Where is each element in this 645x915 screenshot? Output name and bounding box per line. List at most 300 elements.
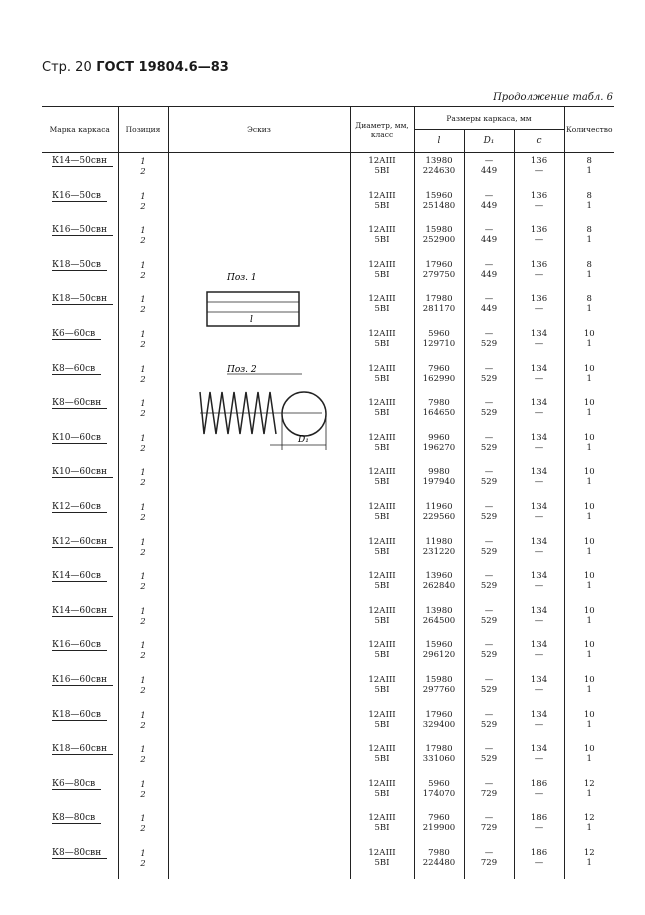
- diameter-2: 5BI: [374, 200, 390, 211]
- position-2: 2: [140, 582, 146, 593]
- quantity-cell: [564, 672, 614, 707]
- position-2: 2: [140, 478, 146, 489]
- sketch-cell: [168, 776, 350, 811]
- qty-1: 10: [583, 744, 595, 755]
- position-cell: [118, 672, 168, 707]
- diameter-1: 12АIII: [368, 501, 396, 512]
- l-1: 15960: [425, 190, 453, 201]
- d1-1: —: [484, 744, 494, 755]
- c-2: —: [534, 200, 544, 211]
- diameter-2: 5BI: [374, 235, 390, 246]
- c-1: 136: [530, 259, 548, 270]
- c-1: 134: [530, 605, 548, 616]
- quantity-cell: [564, 568, 614, 603]
- c-1: 134: [530, 744, 548, 755]
- position-1: 1: [140, 260, 146, 271]
- col-c: c: [514, 130, 564, 153]
- qty-1: 12: [583, 813, 595, 824]
- qty-1: 10: [583, 398, 595, 409]
- d1-cell: [464, 845, 514, 880]
- l-2: 281170: [422, 304, 456, 315]
- d1-1: —: [484, 432, 494, 443]
- qty-2: 1: [586, 857, 592, 868]
- mark-cell: [42, 222, 118, 257]
- d1-2: 529: [480, 684, 498, 695]
- l-1: 7960: [428, 363, 450, 374]
- c-2: —: [534, 477, 544, 488]
- diameter-1: 12АIII: [368, 536, 396, 547]
- d1-cell: [464, 222, 514, 257]
- l-2: 129710: [422, 338, 456, 349]
- diameter-1: 12АIII: [368, 744, 396, 755]
- diameter-2: 5BI: [374, 166, 390, 176]
- l-1: 17980: [425, 294, 453, 305]
- d1-1: —: [484, 398, 494, 409]
- d1-1: —: [484, 156, 494, 166]
- c-1: 134: [530, 467, 548, 478]
- c-1: 134: [530, 571, 548, 582]
- qty-1: 10: [583, 640, 595, 651]
- l-2: 296120: [422, 650, 456, 661]
- diameter-cell: [350, 326, 414, 361]
- mark-cell: [42, 257, 118, 292]
- d1-cell: [464, 776, 514, 811]
- qty-2: 1: [586, 823, 592, 834]
- position-2: 2: [140, 409, 146, 420]
- l-cell: [414, 637, 464, 672]
- sketch-cell: [168, 810, 350, 845]
- frame-mark: К8—80св: [52, 813, 101, 824]
- qty-1: 10: [583, 467, 595, 478]
- c-1: 134: [530, 674, 548, 685]
- position-2: 2: [140, 167, 146, 177]
- diameter-2: 5BI: [374, 477, 390, 488]
- diameter-2: 5BI: [374, 338, 390, 349]
- c-2: —: [534, 166, 544, 176]
- position-cell: [118, 776, 168, 811]
- qty-2: 1: [586, 338, 592, 349]
- c-cell: [514, 672, 564, 707]
- diameter-cell: [350, 707, 414, 742]
- qty-2: 1: [586, 166, 592, 176]
- diameter-1: 12АIII: [368, 709, 396, 720]
- d1-cell: [464, 568, 514, 603]
- l-cell: [414, 534, 464, 569]
- l-1: 13980: [425, 156, 453, 166]
- frame-mark: К14—60св: [52, 571, 107, 582]
- d1-1: —: [484, 467, 494, 478]
- d1-cell: [464, 361, 514, 396]
- c-1: 134: [530, 328, 548, 339]
- d1-cell: [464, 707, 514, 742]
- mark-cell: [42, 430, 118, 465]
- frame-mark: К8—80свн: [52, 848, 107, 859]
- d1-2: 529: [480, 442, 498, 453]
- d1-cell: [464, 257, 514, 292]
- qty-1: 12: [583, 847, 595, 858]
- c-1: 134: [530, 432, 548, 443]
- mark-cell: [42, 776, 118, 811]
- mark-cell: [42, 534, 118, 569]
- diameter-cell: [350, 499, 414, 534]
- qty-2: 1: [586, 650, 592, 661]
- qty-1: 10: [583, 432, 595, 443]
- position-2: 2: [140, 547, 146, 558]
- position-1: 1: [140, 433, 146, 444]
- diameter-2: 5BI: [374, 269, 390, 280]
- diameter-2: 5BI: [374, 304, 390, 315]
- table-row: [42, 188, 614, 223]
- c-cell: [514, 326, 564, 361]
- frame-mark: К12—60св: [52, 502, 107, 513]
- diameter-cell: [350, 637, 414, 672]
- mark-cell: [42, 326, 118, 361]
- sketch-cell: [168, 845, 350, 880]
- position-1: 1: [140, 191, 146, 202]
- col-l: l: [414, 130, 464, 153]
- qty-1: 10: [583, 501, 595, 512]
- l-1: 17980: [425, 744, 453, 755]
- c-2: —: [534, 615, 544, 626]
- c-1: 134: [530, 709, 548, 720]
- quantity-cell: [564, 499, 614, 534]
- qty-2: 1: [586, 719, 592, 730]
- c-2: —: [534, 754, 544, 765]
- quantity-cell: [564, 222, 614, 257]
- l-cell: [414, 464, 464, 499]
- quantity-cell: [564, 153, 614, 188]
- qty-1: 8: [586, 190, 592, 201]
- d1-1: —: [484, 640, 494, 651]
- diameter-1: 12АIII: [368, 328, 396, 339]
- position-cell: [118, 188, 168, 223]
- diameter-2: 5BI: [374, 823, 390, 834]
- l-cell: [414, 707, 464, 742]
- table-row: [42, 776, 614, 811]
- l-1: 15960: [425, 640, 453, 651]
- d1-2: 529: [480, 477, 498, 488]
- l-2: 331060: [422, 754, 456, 765]
- l-cell: [414, 395, 464, 430]
- diameter-cell: [350, 603, 414, 638]
- position-cell: [118, 603, 168, 638]
- table-row: [42, 707, 614, 742]
- frame-mark: К10—60свн: [52, 467, 113, 478]
- quantity-cell: [564, 188, 614, 223]
- c-1: 136: [530, 294, 548, 305]
- c-1: 136: [530, 225, 548, 236]
- diameter-cell: [350, 291, 414, 326]
- l-2: 164650: [422, 408, 456, 419]
- mark-cell: [42, 188, 118, 223]
- position-1: 1: [140, 641, 146, 652]
- l-cell: [414, 361, 464, 396]
- diameter-cell: [350, 188, 414, 223]
- d1-1: —: [484, 813, 494, 824]
- diameter-1: 12АIII: [368, 674, 396, 685]
- frame-mark: К12—60свн: [52, 537, 113, 548]
- qty-1: 10: [583, 571, 595, 582]
- mark-cell: [42, 499, 118, 534]
- position-1: 1: [140, 468, 146, 479]
- position-2: 2: [140, 651, 146, 662]
- l-2: 262840: [422, 581, 456, 592]
- mark-cell: [42, 810, 118, 845]
- l-cell: [414, 326, 464, 361]
- sketch-cell: [168, 741, 350, 776]
- d1-cell: [464, 464, 514, 499]
- l-cell: [414, 188, 464, 223]
- frame-mark: К14—60свн: [52, 606, 113, 617]
- l-2: 224480: [422, 857, 456, 868]
- d1-2: 449: [480, 269, 498, 280]
- d1-1: —: [484, 294, 494, 305]
- d1-1: —: [484, 328, 494, 339]
- l-2: 196270: [422, 442, 456, 453]
- l-1: 5960: [428, 328, 450, 339]
- l-cell: [414, 845, 464, 880]
- l-1: 5960: [428, 778, 450, 789]
- d1-cell: [464, 637, 514, 672]
- d1-1: —: [484, 225, 494, 236]
- continuation-caption: Продолжение табл. 6: [493, 92, 613, 103]
- diameter-cell: [350, 534, 414, 569]
- qty-2: 1: [586, 615, 592, 626]
- frame-mark: К6—60св: [52, 329, 101, 340]
- qty-2: 1: [586, 581, 592, 592]
- diameter-1: 12АIII: [368, 190, 396, 201]
- d1-2: 529: [480, 754, 498, 765]
- mark-cell: [42, 845, 118, 880]
- c-2: —: [534, 408, 544, 419]
- diameter-1: 12АIII: [368, 432, 396, 443]
- col-sketch: Эскиз: [168, 107, 350, 153]
- position-cell: [118, 153, 168, 188]
- l-cell: [414, 810, 464, 845]
- c-1: 134: [530, 363, 548, 374]
- mark-cell: [42, 464, 118, 499]
- d1-cell: [464, 430, 514, 465]
- c-1: 186: [530, 847, 548, 858]
- page-header: [42, 60, 229, 75]
- qty-1: 10: [583, 709, 595, 720]
- l-cell: [414, 222, 464, 257]
- position-2: 2: [140, 685, 146, 696]
- position-cell: [118, 741, 168, 776]
- quantity-cell: [564, 291, 614, 326]
- d1-cell: [464, 810, 514, 845]
- c-2: —: [534, 823, 544, 834]
- position-1: 1: [140, 537, 146, 548]
- l-2: 174070: [422, 788, 456, 799]
- l-1: 11980: [425, 536, 453, 547]
- position-cell: [118, 845, 168, 880]
- diameter-1: 12АIII: [368, 259, 396, 270]
- diameter-1: 12АIII: [368, 847, 396, 858]
- d1-2: 529: [480, 338, 498, 349]
- qty-1: 10: [583, 536, 595, 547]
- c-1: 134: [530, 501, 548, 512]
- d1-2: 529: [480, 650, 498, 661]
- col-mark: Марка каркаса: [42, 107, 118, 153]
- d1-2: 529: [480, 719, 498, 730]
- d1-2: 529: [480, 615, 498, 626]
- diameter-1: 12АIII: [368, 571, 396, 582]
- frame-mark: К18—60свн: [52, 744, 113, 755]
- l-2: 251480: [422, 200, 456, 211]
- diameter-2: 5BI: [374, 684, 390, 695]
- sketch-cell: [168, 222, 350, 257]
- d1-2: 529: [480, 511, 498, 522]
- c-2: —: [534, 269, 544, 280]
- diameter-2: 5BI: [374, 857, 390, 868]
- l-1: 9960: [428, 432, 450, 443]
- c-1: 134: [530, 536, 548, 547]
- l-1: 13980: [425, 605, 453, 616]
- c-2: —: [534, 719, 544, 730]
- c-2: —: [534, 684, 544, 695]
- d1-1: —: [484, 847, 494, 858]
- diameter-cell: [350, 672, 414, 707]
- position-cell: [118, 810, 168, 845]
- diameter-2: 5BI: [374, 373, 390, 384]
- l-1: 17960: [425, 709, 453, 720]
- position-2: 2: [140, 755, 146, 766]
- c-1: 186: [530, 813, 548, 824]
- position-2: 2: [140, 616, 146, 627]
- l-2: 264500: [422, 615, 456, 626]
- c-2: —: [534, 442, 544, 453]
- qty-2: 1: [586, 235, 592, 246]
- diameter-2: 5BI: [374, 511, 390, 522]
- c-cell: [514, 222, 564, 257]
- l-1: 17960: [425, 259, 453, 270]
- diameter-1: 12АIII: [368, 605, 396, 616]
- mark-cell: [42, 361, 118, 396]
- quantity-cell: [564, 395, 614, 430]
- quantity-cell: [564, 845, 614, 880]
- c-cell: [514, 810, 564, 845]
- c-cell: [514, 741, 564, 776]
- position-2: 2: [140, 512, 146, 523]
- c-cell: [514, 291, 564, 326]
- diameter-2: 5BI: [374, 754, 390, 765]
- c-cell: [514, 845, 564, 880]
- d1-2: 449: [480, 166, 498, 176]
- frame-mark: К10—60св: [52, 433, 107, 444]
- sketch-cell: [168, 672, 350, 707]
- position-1: 1: [140, 814, 146, 825]
- d1-1: —: [484, 605, 494, 616]
- qty-2: 1: [586, 511, 592, 522]
- l-1: 13960: [425, 571, 453, 582]
- diameter-1: 12АIII: [368, 363, 396, 374]
- qty-1: 10: [583, 605, 595, 616]
- c-cell: [514, 257, 564, 292]
- l-cell: [414, 499, 464, 534]
- mark-cell: [42, 603, 118, 638]
- quantity-cell: [564, 257, 614, 292]
- c-cell: [514, 568, 564, 603]
- l-1: 9980: [428, 467, 450, 478]
- d1-2: 449: [480, 235, 498, 246]
- l-2: 162990: [422, 373, 456, 384]
- d1-cell: [464, 741, 514, 776]
- c-2: —: [534, 338, 544, 349]
- quantity-cell: [564, 637, 614, 672]
- l-2: 279750: [422, 269, 456, 280]
- d1-2: 529: [480, 546, 498, 557]
- c-cell: [514, 188, 564, 223]
- d1-cell: [464, 499, 514, 534]
- c-2: —: [534, 235, 544, 246]
- diameter-cell: [350, 361, 414, 396]
- d1-2: 529: [480, 373, 498, 384]
- quantity-cell: [564, 603, 614, 638]
- diameter-2: 5BI: [374, 581, 390, 592]
- diameter-1: 12АIII: [368, 294, 396, 305]
- diameter-1: 12АIII: [368, 225, 396, 236]
- table-row: [42, 741, 614, 776]
- qty-2: 1: [586, 442, 592, 453]
- c-cell: [514, 153, 564, 188]
- col-quantity: Количество: [564, 107, 614, 153]
- l-cell: [414, 741, 464, 776]
- sketch-cell: [168, 603, 350, 638]
- d1-1: —: [484, 259, 494, 270]
- frame-mark: К14—50свн: [52, 156, 113, 167]
- table-row: [42, 153, 614, 188]
- qty-2: 1: [586, 788, 592, 799]
- l-cell: [414, 776, 464, 811]
- diameter-cell: [350, 810, 414, 845]
- diameter-cell: [350, 222, 414, 257]
- c-2: —: [534, 581, 544, 592]
- sketch-pos1-label: Поз. 1: [227, 273, 257, 283]
- position-1: 1: [140, 848, 146, 859]
- l-cell: [414, 291, 464, 326]
- c-2: —: [534, 788, 544, 799]
- d1-2: 449: [480, 200, 498, 211]
- diameter-cell: [350, 430, 414, 465]
- quantity-cell: [564, 810, 614, 845]
- quantity-cell: [564, 534, 614, 569]
- position-1: 1: [140, 226, 146, 237]
- mark-cell: [42, 291, 118, 326]
- diameter-1: 12АIII: [368, 156, 396, 166]
- diameter-1: 12АIII: [368, 398, 396, 409]
- d1-1: —: [484, 778, 494, 789]
- col-diameter: Диаметр, мм, класс: [350, 107, 414, 153]
- mark-cell: [42, 741, 118, 776]
- diameter-2: 5BI: [374, 615, 390, 626]
- d1-cell: [464, 188, 514, 223]
- frame-mark: К16—60св: [52, 640, 107, 651]
- qty-1: 8: [586, 294, 592, 305]
- quantity-cell: [564, 776, 614, 811]
- quantity-cell: [564, 464, 614, 499]
- diameter-cell: [350, 257, 414, 292]
- diameter-cell: [350, 395, 414, 430]
- l-2: 197940: [422, 477, 456, 488]
- c-cell: [514, 534, 564, 569]
- qty-2: 1: [586, 304, 592, 315]
- sketch-pos2-label: Поз. 2: [227, 365, 257, 375]
- sketch-cell: [168, 188, 350, 223]
- frame-mark: К16—60свн: [52, 675, 113, 686]
- l-cell: [414, 153, 464, 188]
- d1-1: —: [484, 709, 494, 720]
